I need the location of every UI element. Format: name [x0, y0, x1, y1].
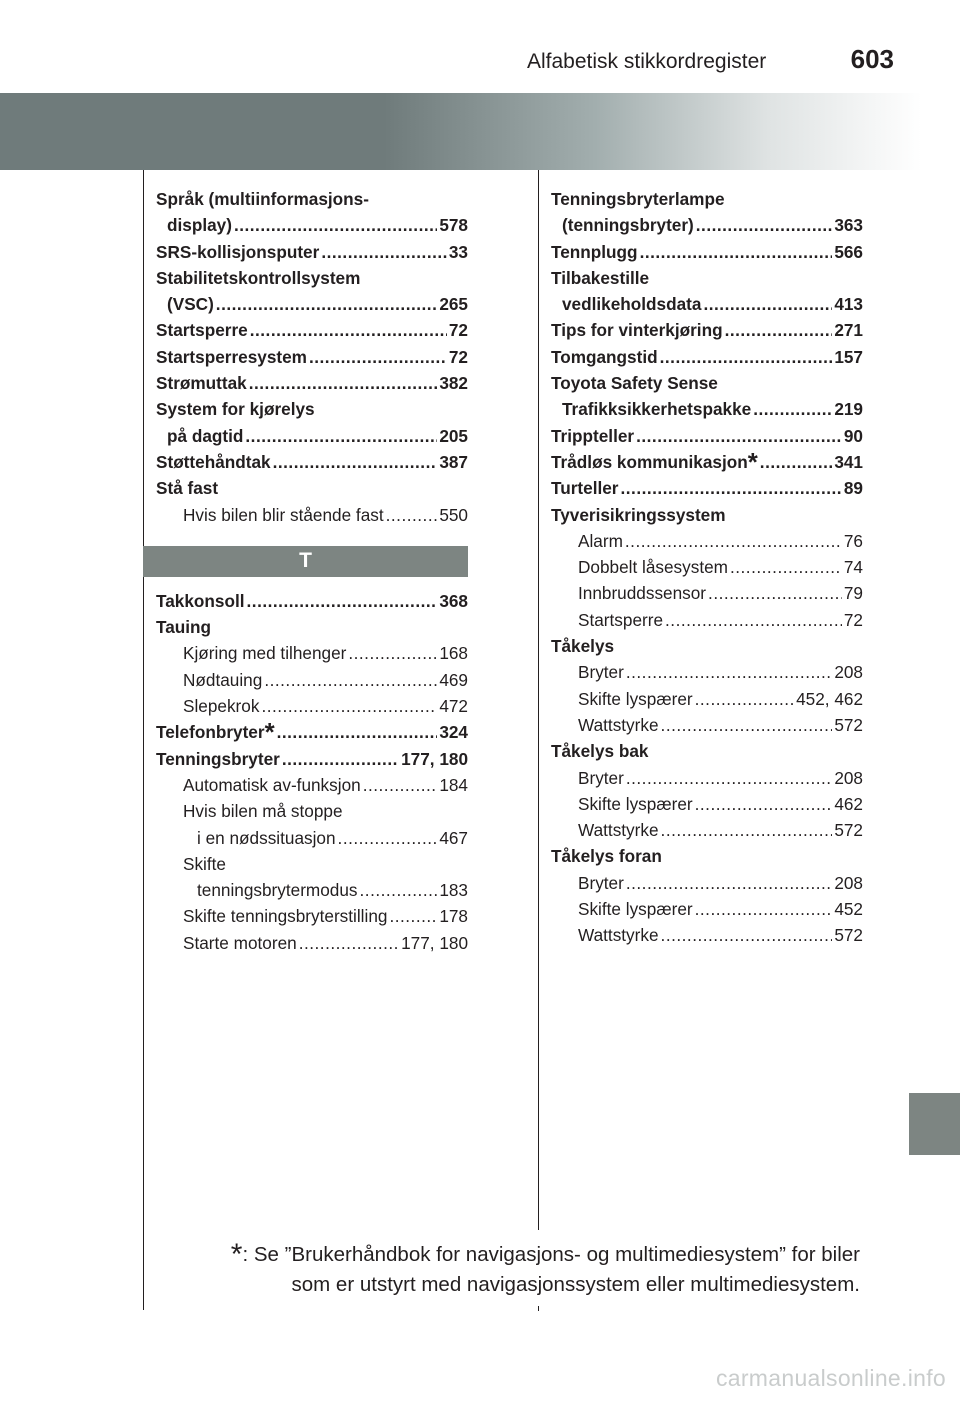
- footnote-line-1: : Se ”Brukerhåndbok for navigasjons- og multimediesystem” for biler: [242, 1243, 860, 1266]
- index-entry: [551, 186, 863, 212]
- index-entry-label: SRS-kollisjonsputer: [156, 241, 320, 262]
- index-entry-pages: 184: [439, 774, 468, 795]
- dot-leader: [282, 746, 399, 772]
- index-entry-label: Wattstyrke: [578, 820, 659, 841]
- index-entry: [551, 712, 863, 738]
- index-entry-pages: 413: [834, 294, 863, 315]
- dot-leader: [626, 870, 832, 896]
- index-entry-label: Startsperresystem: [156, 346, 307, 367]
- index-entry-pages: 168: [439, 643, 468, 664]
- dot-leader: [730, 554, 842, 580]
- index-entry: [551, 528, 863, 554]
- index-entry: [551, 922, 863, 948]
- index-entry-pages: 208: [834, 662, 863, 683]
- index-entry-pages: 467: [439, 827, 468, 848]
- dot-leader: [363, 772, 438, 798]
- index-entry-pages: 469: [439, 669, 468, 690]
- index-entry: [551, 475, 863, 501]
- index-entry-label: Tauing: [156, 617, 212, 638]
- dot-leader: [360, 877, 438, 903]
- index-entry-pages: 368: [439, 590, 468, 611]
- index-entry-pages: 572: [834, 820, 863, 841]
- index-entry-label: Tennplugg: [551, 241, 638, 262]
- index-entry: [551, 817, 863, 843]
- index-entry-pages: 265: [439, 294, 468, 315]
- dot-leader: [661, 817, 833, 843]
- right-column-entries: [551, 186, 863, 949]
- index-entry: [156, 667, 468, 693]
- index-entry: [551, 239, 863, 265]
- index-entry: [551, 317, 863, 343]
- index-entry-label: System for kjørelys: [156, 399, 315, 420]
- dot-leader: [247, 588, 438, 614]
- index-entry-label: Tips for vinterkjøring: [551, 320, 723, 341]
- index-entry-pages: 363: [834, 215, 863, 236]
- footnote-asterisk: *: [230, 1238, 243, 1271]
- header-title: Alfabetisk stikkordregister: [527, 50, 767, 73]
- index-entry-label: Trippteller: [551, 425, 635, 446]
- index-entry: [551, 765, 863, 791]
- index-entry-pages: 572: [834, 925, 863, 946]
- index-entry: [551, 791, 863, 817]
- index-entry: [156, 903, 468, 929]
- index-entry: [551, 870, 863, 896]
- left-column-entries-before: [156, 186, 468, 528]
- index-entry: [156, 317, 468, 343]
- index-entry: [551, 580, 863, 606]
- index-entry-label: Startsperre: [156, 320, 248, 341]
- index-entry: [156, 640, 468, 666]
- index-entry-label: Tilbakestille: [551, 267, 650, 288]
- index-entry: [156, 265, 468, 291]
- dot-leader: [273, 449, 438, 475]
- center-column-rule: [538, 170, 539, 1230]
- index-entry-pages: 387: [439, 451, 468, 472]
- index-entry-label: Dobbelt låsesystem: [578, 557, 728, 578]
- index-entry-label: Skifte tenningsbryterstilling: [183, 906, 388, 927]
- index-entry-label: Telefonbryter: [156, 722, 265, 743]
- index-entry-label: (tenningsbryter): [562, 215, 694, 236]
- index-entry: [551, 633, 863, 659]
- index-entry: [156, 239, 468, 265]
- dot-leader: [250, 317, 447, 343]
- index-entry-label: Alarm: [578, 530, 623, 551]
- index-entry-label: Starte motoren: [183, 932, 297, 953]
- index-entry-label: Stå fast: [156, 478, 219, 499]
- dot-leader: [299, 930, 399, 956]
- index-entry-pages: 566: [834, 241, 863, 262]
- dot-leader: [703, 291, 832, 317]
- index-entry-pages: 219: [834, 399, 863, 420]
- index-entry-pages: 177, 180: [401, 748, 468, 769]
- index-entry-label: Nødtauing: [183, 669, 263, 690]
- index-entry-pages: 157: [834, 346, 863, 367]
- index-entry-pages: 79: [843, 583, 863, 604]
- index-entry-label: Skifte lyspærer: [578, 899, 693, 920]
- index-entry-label: Tåkelys: [551, 636, 615, 657]
- index-entry-label: Bryter: [578, 872, 624, 893]
- index-entry: [156, 772, 468, 798]
- index-entry-label: tenningsbrytermodus: [197, 880, 358, 901]
- index-entry-label: Hvis bilen må stoppe: [183, 801, 343, 822]
- index-entry: [551, 396, 863, 422]
- dot-leader: [338, 825, 438, 851]
- index-entry: [156, 291, 468, 317]
- index-entry: [156, 693, 468, 719]
- index-entry-label: Støttehåndtak: [156, 451, 271, 472]
- index-entry-label: Skifte: [183, 853, 226, 874]
- index-entry-pages: 578: [439, 215, 468, 236]
- index-entry-pages: 72: [843, 609, 863, 630]
- index-entry-pages: 208: [834, 872, 863, 893]
- index-entry: [156, 851, 468, 877]
- dot-leader: [321, 239, 447, 265]
- dot-leader: [661, 712, 833, 738]
- index-entry-label: Tenningsbryter: [156, 748, 280, 769]
- index-entry-pages: 382: [439, 373, 468, 394]
- index-entry-pages: 177, 180: [401, 932, 468, 953]
- index-entry: [551, 265, 863, 291]
- index-entry-pages: 90: [843, 425, 863, 446]
- index-entry-pages: 205: [439, 425, 468, 446]
- dot-leader: [640, 239, 833, 265]
- page-number: 603: [850, 44, 894, 74]
- index-entry-label: Skifte lyspærer: [578, 793, 693, 814]
- index-entry: [156, 423, 468, 449]
- index-entry: [156, 475, 468, 501]
- footnote: [231, 1240, 860, 1300]
- dot-leader: [245, 423, 437, 449]
- index-entry: [156, 614, 468, 640]
- dot-leader: [348, 640, 437, 666]
- thumb-index-tab: [909, 1093, 960, 1155]
- index-entry-pages: 72: [448, 320, 468, 341]
- index-entry-label: Innbruddssensor: [578, 583, 707, 604]
- index-entry: [551, 738, 863, 764]
- section-header-t: T: [143, 546, 468, 577]
- dot-leader: [696, 212, 833, 238]
- index-entry-pages: 33: [448, 241, 468, 262]
- dot-leader: [753, 396, 832, 422]
- footnote-line-2: som er utstyrt med navigasjonssystem eller multimediesystem.: [291, 1273, 860, 1296]
- index-entry: [156, 186, 468, 212]
- index-entry-label: Slepekrok: [183, 696, 260, 717]
- index-entry-label: Startsperre: [578, 609, 664, 630]
- index-entry: [156, 344, 468, 370]
- left-column-entries-after: [156, 588, 468, 956]
- index-entry: [551, 344, 863, 370]
- index-entry-label: Turteller: [551, 478, 619, 499]
- index-entry-pages: 183: [439, 880, 468, 901]
- index-entry: [551, 659, 863, 685]
- dot-leader: [386, 502, 438, 528]
- index-entry-pages: 208: [834, 767, 863, 788]
- dot-leader: [636, 423, 842, 449]
- index-entry-label: på dagtid: [167, 425, 244, 446]
- index-entry-label: Wattstyrke: [578, 714, 659, 735]
- index-entry: [156, 396, 468, 422]
- index-entry: [156, 212, 468, 238]
- index-entry: [551, 502, 863, 528]
- index-entry-pages: 76: [843, 530, 863, 551]
- dot-leader: [216, 291, 438, 317]
- index-entry-pages: 324: [439, 722, 468, 743]
- index-entry-pages: 550: [439, 504, 468, 525]
- index-entry: [551, 607, 863, 633]
- dot-leader: [626, 659, 832, 685]
- index-entry-label: Skifte lyspærer: [578, 688, 693, 709]
- index-entry: [551, 291, 863, 317]
- index-entry: [551, 554, 863, 580]
- index-entry: [551, 843, 863, 869]
- index-entry: [156, 588, 468, 614]
- index-entry-label: Wattstyrke: [578, 925, 659, 946]
- index-entry-label: Takkonsoll: [156, 590, 245, 611]
- index-entry: [551, 686, 863, 712]
- dot-leader: [660, 344, 833, 370]
- index-entry: [156, 746, 468, 772]
- index-entry-label: (VSC): [167, 294, 214, 315]
- index-entry-label: i en nødssituasjon: [197, 827, 336, 848]
- index-entry-label: Automatisk av-funksjon: [183, 774, 361, 795]
- index-entry-label: Bryter: [578, 767, 624, 788]
- dot-leader: [695, 686, 794, 712]
- index-entry: [156, 825, 468, 851]
- dot-leader: [621, 475, 842, 501]
- watermark-text: carmanualsonline.info: [715, 1365, 946, 1391]
- index-entry: [156, 930, 468, 956]
- center-rule-tick: [538, 1306, 539, 1311]
- index-entry-label: Kjøring med tilhenger: [183, 643, 347, 664]
- index-entry-pages: 74: [843, 557, 863, 578]
- index-entry-label: Tåkelys foran: [551, 846, 662, 867]
- index-entry-label: Tåkelys bak: [551, 741, 649, 762]
- dot-leader: [725, 317, 833, 343]
- index-entry-pages: 271: [834, 320, 863, 341]
- index-entry: [156, 449, 468, 475]
- index-entry-label: Tenningsbryterlampe: [551, 189, 725, 209]
- index-entry-pages: 572: [834, 714, 863, 735]
- index-entry-pages: 178: [439, 906, 468, 927]
- dot-leader: [760, 449, 833, 475]
- dot-leader: [695, 896, 833, 922]
- index-entry: [156, 370, 468, 396]
- index-entry-label: Tomgangstid: [551, 346, 658, 367]
- dot-leader: [249, 370, 438, 396]
- index-entry-label: Strømuttak: [156, 373, 247, 394]
- index-entry: [551, 423, 863, 449]
- index-entry-pages: 72: [448, 346, 468, 367]
- index-entry: [156, 877, 468, 903]
- left-column-rule: [143, 170, 144, 1310]
- index-entry-pages: 472: [439, 696, 468, 717]
- dot-leader: [625, 528, 842, 554]
- index-entry-label: Trådløs kommunikasjon: [551, 451, 748, 472]
- dot-leader: [277, 719, 438, 745]
- dot-leader: [626, 765, 832, 791]
- index-entry: Trådløs kommunikasjon * ..... 341: [551, 449, 863, 475]
- dot-leader: [234, 212, 437, 238]
- dot-leader: [665, 607, 842, 633]
- index-entry-label: Stabilitetskontrollsystem: [156, 267, 361, 288]
- dot-leader: [261, 693, 437, 719]
- index-entry-label: Hvis bilen blir stående fast: [183, 504, 384, 525]
- dot-leader: [708, 580, 842, 606]
- index-entry: [156, 798, 468, 824]
- index-entry: [551, 212, 863, 238]
- dot-leader: [309, 344, 447, 370]
- index-entry-pages: 452: [834, 899, 863, 920]
- index-entry-label: Tyverisikringssystem: [551, 504, 726, 525]
- left-column: [156, 186, 468, 956]
- index-entry: [551, 370, 863, 396]
- index-entry-pages: 452, 462: [796, 688, 863, 709]
- index-entry-label: Toyota Safety Sense: [551, 373, 718, 394]
- dot-leader: [264, 667, 437, 693]
- dot-leader: [695, 791, 833, 817]
- dot-leader: [389, 903, 437, 929]
- index-entry-label: display): [167, 215, 232, 236]
- index-entry-label: Trafikksikkerhetspakke: [562, 399, 752, 420]
- dot-leader: [661, 922, 833, 948]
- index-entry-pages: 89: [843, 478, 863, 499]
- index-entry-pages: 462: [834, 793, 863, 814]
- index-entry: [551, 896, 863, 922]
- index-entry-pages: 341: [834, 451, 863, 472]
- index-entry: Telefonbryter * ..... 324: [156, 719, 468, 745]
- index-entry: [156, 502, 468, 528]
- index-entry-label: Bryter: [578, 662, 624, 683]
- header-banner: [0, 93, 960, 170]
- right-column: [551, 186, 863, 949]
- index-entry-label: Språk (multiinformasjons-: [156, 189, 369, 209]
- index-entry-label: vedlikeholdsdata: [562, 294, 702, 315]
